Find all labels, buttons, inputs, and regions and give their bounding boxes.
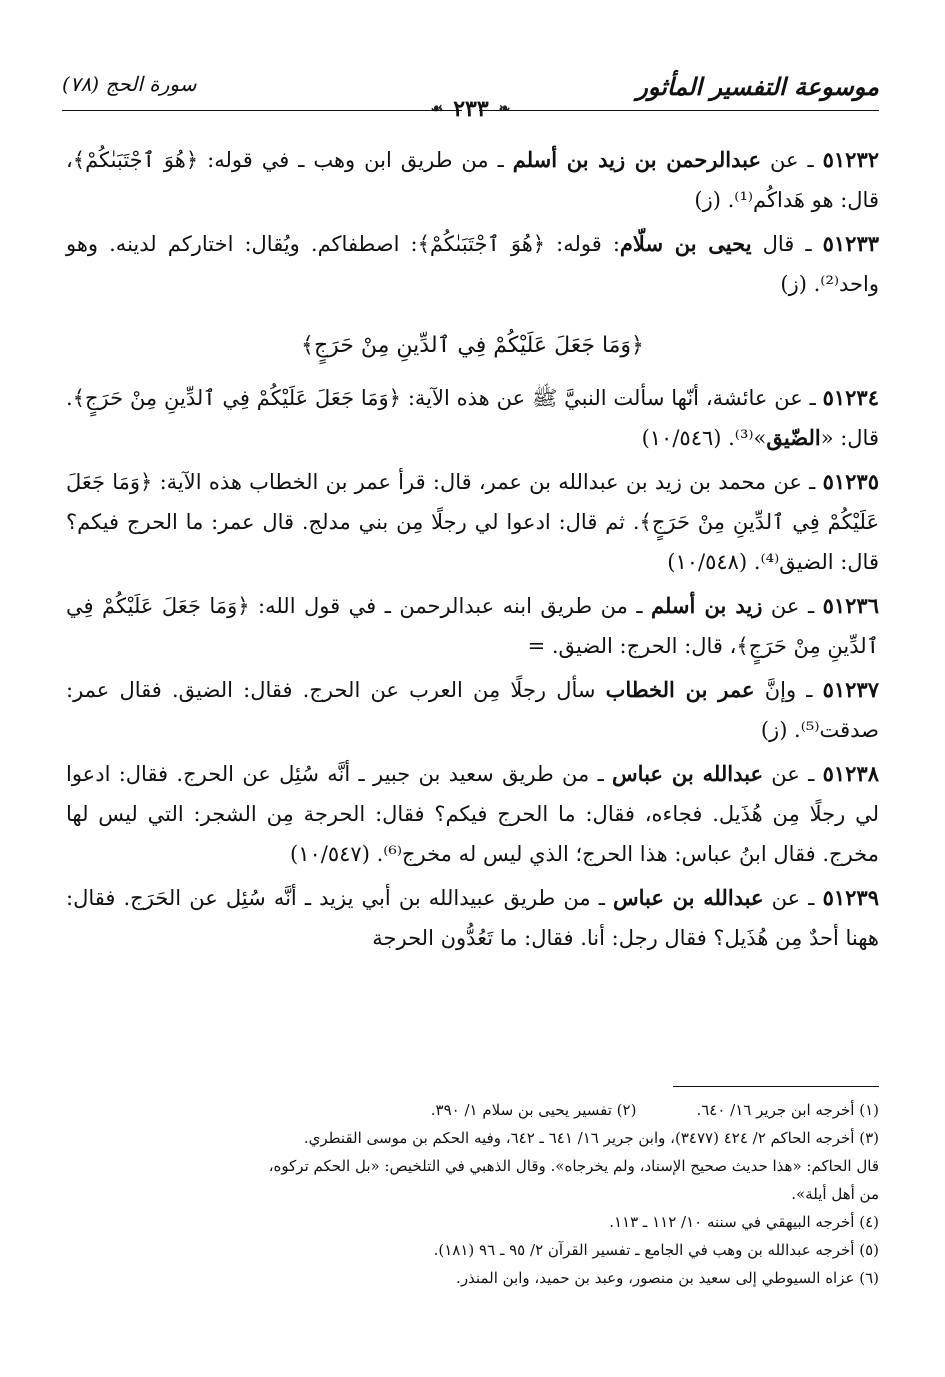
entry-text: ـ وإنَّ bbox=[754, 678, 823, 702]
footnote-separator bbox=[673, 1086, 879, 1087]
footnote-2: (٢) تفسير يحيى بن سلام ١/ ٣٩٠. bbox=[430, 1101, 637, 1119]
entry-number: ٥١٢٣٦ bbox=[822, 593, 879, 618]
entry-51236 bbox=[66, 586, 879, 666]
footnote-3-end: من أهل أيلة». bbox=[791, 1185, 879, 1203]
entry-number: ٥١٢٣٩ bbox=[822, 885, 879, 910]
entry-text: ـ من طريق ابنه عبدالرحمن ـ في قول الله: ﴿وَمَا جَعَلَ عَلَيْكُمْ فِي ٱلدِّينِ مِنْ حَرَجٍ﴾، قال: الحرج: الضيق. = bbox=[66, 594, 879, 658]
entry-number: ٥١٢٣٣ bbox=[822, 231, 880, 256]
entry-text: »⁽³⁾. (١٠/٥٤٦) bbox=[641, 426, 767, 450]
entry-text: ـ من طريق عبيدالله بن أبي يزيد ـ أنَّه سُئِل عن الحَرَج. فقال: ههنا أحدٌ مِن هُذَيل؟ فقال رجل: أنا. فقال: ما تَعُدُّون الحرجة bbox=[66, 886, 879, 950]
entry-51232 bbox=[66, 140, 879, 220]
entry-51235 bbox=[66, 462, 879, 582]
verse-heading: ﴿وَمَا جَعَلَ عَلَيْكُمْ فِي ٱلدِّينِ مِنْ حَرَجٍ﴾ bbox=[301, 333, 644, 358]
entry-text: : قوله: ﴿هُوَ ٱجْتَبَىٰكُمْ﴾: اصطفاكم. ويُقال: اختاركم لدينه. وهو واحد⁽²⁾. (ز) bbox=[66, 232, 879, 296]
entry-text: ـ من طريق سعيد بن جبير ـ أنَّه سُئِل عن الحرج. فقال: ادعوا لي رجلًا مِن هُذَيل. فجاءه، فقال: ما الحرج فيكم؟ فقال: الحرجة مِن الشجر: التي ليس لها مخرج. فقال ابنُ عباس: هذا الحرج؛ الذي ليس له مخرج⁽⁶⁾. (١٠/٥٤٧) bbox=[66, 762, 879, 866]
ornament-left-icon: ❧ bbox=[498, 101, 511, 117]
narrator-name: يحيى بن سلّام bbox=[619, 231, 752, 256]
footnote-5: (٥) أخرجه عبدالله بن وهب في الجامع ـ تفسير القرآن ٢/ ٩٥ ـ ٩٦ (١٨١). bbox=[433, 1241, 879, 1259]
entry-text: ـ عن محمد بن زيد بن عبدالله بن عمر، قال: قرأ عمر بن الخطاب هذه الآية: ﴿وَمَا جَعَلَ عَلَيْكُمْ فِي ٱلدِّينِ مِنْ حَرَجٍ﴾. ثم قال: ادعوا لي رجلًا مِن بني مدلج. قال عمر: ما الحرج فيكم؟ قال: الضيق⁽⁴⁾. (١٠/٥٤٨) bbox=[66, 470, 879, 574]
footnote-1: (١) أخرجه ابن جرير ١٦/ ٦٤٠. bbox=[696, 1101, 879, 1119]
entry-number: ٥١٢٣٥ bbox=[822, 469, 879, 494]
entry-number: ٥١٢٣٨ bbox=[822, 761, 879, 786]
footnote-6: (٦) عزاه السيوطي إلى سعيد بن منصور، وعبد بن حميد، وابن المنذر. bbox=[456, 1269, 879, 1287]
entry-number: ٥١٢٣٤ bbox=[822, 385, 879, 410]
entry-text: ـ عن عائشة، أنّها سألت النبيَّ ﷺ عن هذه الآية: ﴿وَمَا جَعَلَ عَلَيْكُمْ فِي ٱلدِّينِ مِنْ حَرَجٍ﴾. قال: « bbox=[66, 386, 879, 450]
footnotes bbox=[66, 1096, 879, 1292]
entry-text: ـ قال bbox=[751, 232, 823, 256]
narrator-name: عمر بن الخطاب bbox=[605, 677, 755, 702]
narrator-name: عبدالله بن عباس bbox=[612, 761, 763, 786]
entry-text: ـ عن bbox=[763, 762, 823, 786]
entry-text: ـ عن bbox=[761, 148, 823, 172]
book-title: موسوعة التفسير المأثور bbox=[636, 72, 879, 101]
entry-text: ـ عن bbox=[762, 594, 823, 618]
entry-51234 bbox=[66, 378, 879, 458]
narrator-name: عبدالرحمن بن زيد بن أسلم bbox=[512, 147, 762, 172]
entry-51237 bbox=[66, 670, 879, 750]
entry-number: ٥١٢٣٧ bbox=[822, 677, 879, 702]
page-number-text: ٢٣٣ bbox=[453, 96, 489, 122]
footnote-row bbox=[66, 1096, 879, 1124]
footnote-4: (٤) أخرجه البيهقي في سننه ١٠/ ١١٢ ـ ١١٣. bbox=[609, 1213, 879, 1231]
entry-number: ٥١٢٣٢ bbox=[822, 147, 880, 172]
running-header bbox=[62, 64, 879, 120]
header-rule-right bbox=[479, 110, 879, 111]
page-number bbox=[431, 96, 511, 122]
entry-text: ـ عن bbox=[763, 886, 823, 910]
main-text bbox=[66, 140, 879, 962]
surah-title: سورة الحج (٧٨) bbox=[62, 72, 197, 96]
footnote-3-continued: قال الحاكم: «هذا حديث صحيح الإسناد، ولم يخرجاه». وقال الذهبي في التلخيص: «بل الحكم تركوه، bbox=[268, 1157, 879, 1175]
entry-51238 bbox=[66, 754, 879, 874]
header-rule-left bbox=[62, 110, 462, 111]
emphasized-word: الضّيق bbox=[766, 425, 821, 450]
ornament-right-icon: ☙ bbox=[430, 101, 444, 117]
narrator-name: زيد بن أسلم bbox=[650, 593, 763, 618]
entry-51239 bbox=[66, 878, 879, 958]
entry-text: ـ من طريق ابن وهب ـ في قوله: ﴿هُوَ ٱجْتَبَىٰكُمْ﴾، قال: هو هَداكُم⁽¹⁾. (ز) bbox=[66, 148, 879, 212]
narrator-name: عبدالله بن عباس bbox=[612, 885, 764, 910]
entry-51233 bbox=[66, 224, 879, 304]
entry-text: سأل رجلًا مِن العرب عن الحرج. فقال: الضيق. فقال عمر: صدقت⁽⁵⁾. (ز) bbox=[66, 678, 879, 742]
footnote-3: (٣) أخرجه الحاكم ٢/ ٤٢٤ (٣٤٧٧)، وابن جرير ١٦/ ٦٤١ ـ ٦٤٢، وفيه الحكم بن موسى القنطري. bbox=[303, 1129, 879, 1147]
